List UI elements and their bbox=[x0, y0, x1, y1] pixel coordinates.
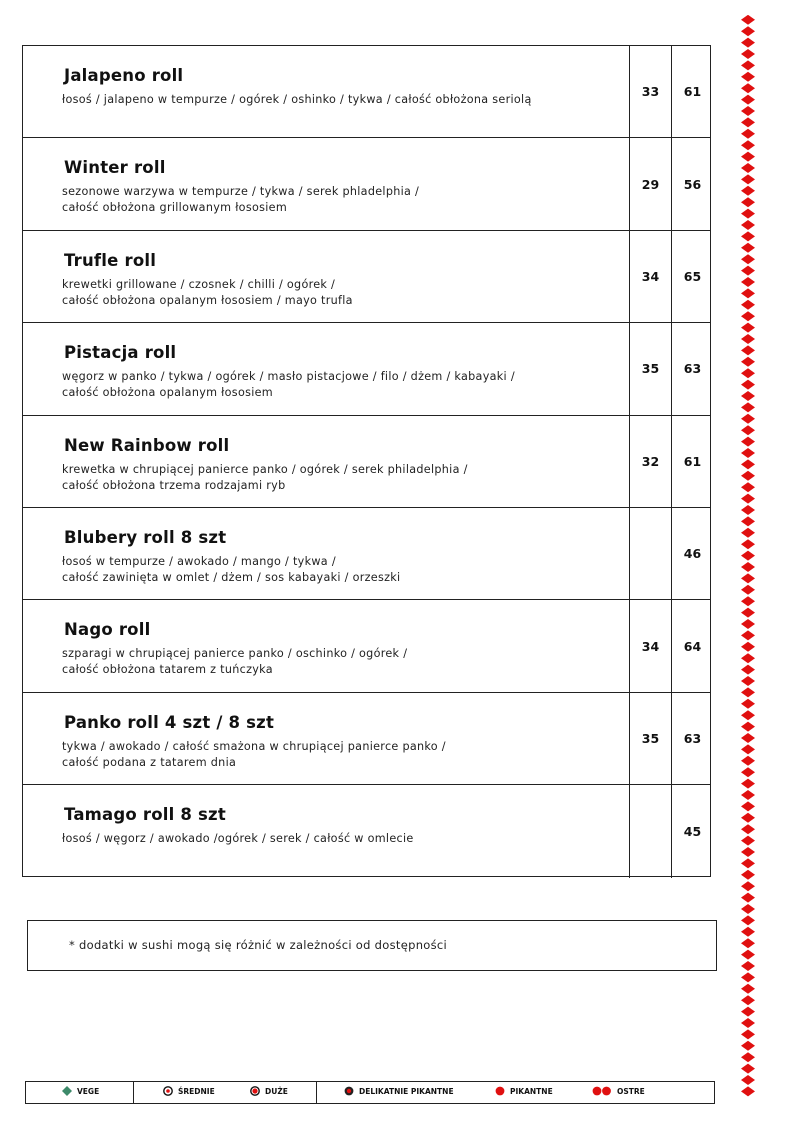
menu-table bbox=[22, 45, 711, 877]
border-diamond-icon bbox=[741, 551, 755, 561]
border-diamond-icon bbox=[741, 254, 755, 264]
legend-ostre bbox=[592, 1086, 645, 1096]
price-small: 29 bbox=[629, 138, 671, 229]
border-diamond-icon bbox=[741, 152, 755, 162]
border-diamond-icon bbox=[741, 733, 755, 743]
legend-duze bbox=[250, 1086, 288, 1096]
legend-label: OSTRE bbox=[617, 1086, 645, 1096]
border-diamond-icon bbox=[741, 893, 755, 903]
medium-size-icon bbox=[163, 1086, 173, 1096]
border-diamond-icon bbox=[741, 494, 755, 504]
border-diamond-icon bbox=[741, 870, 755, 880]
border-diamond-icon bbox=[741, 323, 755, 333]
price-small: 33 bbox=[629, 46, 671, 137]
border-diamond-icon bbox=[741, 26, 755, 36]
border-diamond-icon bbox=[741, 186, 755, 196]
item-description: łosoś w tempurze / awokado / mango / tykwa / całość zawinięta w omlet / dżem / sos kabayaki / orzeszki bbox=[62, 555, 401, 584]
price-large: 64 bbox=[671, 600, 713, 691]
border-diamond-icon bbox=[741, 15, 755, 25]
border-diamond-icon bbox=[741, 904, 755, 914]
border-diamond-icon bbox=[741, 528, 755, 538]
item-description: węgorz w panko / tykwa / ogórek / masło pistacjowe / filo / dżem / kabayaki / całość obłożona opalanym łososiem bbox=[62, 370, 515, 400]
item-name: Blubery roll 8 szt bbox=[64, 528, 227, 547]
price-large: 56 bbox=[671, 138, 713, 229]
mild-spicy-icon bbox=[344, 1086, 354, 1096]
border-diamond-icon bbox=[741, 790, 755, 800]
border-diamond-icon bbox=[741, 471, 755, 481]
border-diamond-icon bbox=[741, 836, 755, 846]
border-diamond-icon bbox=[741, 140, 755, 150]
border-diamond-icon bbox=[741, 60, 755, 70]
menu-row-jalapeno-roll bbox=[23, 46, 710, 138]
border-diamond-icon bbox=[741, 573, 755, 583]
border-diamond-icon bbox=[741, 266, 755, 276]
item-name: Trufle roll bbox=[64, 250, 157, 270]
border-diamond-icon bbox=[741, 220, 755, 230]
border-diamond-icon bbox=[741, 38, 755, 48]
legend-divider bbox=[133, 1082, 134, 1103]
border-diamond-icon bbox=[741, 779, 755, 789]
border-diamond-icon bbox=[741, 881, 755, 891]
price-large: 63 bbox=[671, 693, 713, 784]
border-diamond-icon bbox=[741, 950, 755, 960]
item-description: łosoś / węgorz / awokado /ogórek / serek / całość w omlecie bbox=[62, 832, 414, 846]
border-diamond-icon bbox=[741, 710, 755, 720]
border-diamond-icon bbox=[741, 231, 755, 241]
border-diamond-icon bbox=[741, 300, 755, 310]
border-diamond-icon bbox=[741, 72, 755, 82]
border-diamond-icon bbox=[741, 357, 755, 367]
legend-bar bbox=[25, 1081, 715, 1104]
border-diamond-icon bbox=[741, 516, 755, 526]
border-diamond-icon bbox=[741, 984, 755, 994]
legend-label: ŚREDNIE bbox=[178, 1086, 215, 1096]
border-diamond-icon bbox=[741, 380, 755, 390]
border-diamond-icon bbox=[741, 1052, 755, 1062]
price-small: 34 bbox=[629, 600, 671, 691]
item-description: tykwa / awokado / całość smażona w chrupiącej panierce panko / całość podana z tatarem dnia bbox=[62, 739, 446, 769]
border-diamond-icon bbox=[741, 596, 755, 606]
legend-delikatnie-pikantne bbox=[344, 1086, 454, 1096]
border-diamond-icon bbox=[741, 585, 755, 595]
price-small: 35 bbox=[629, 323, 671, 414]
border-diamond-icon bbox=[741, 83, 755, 93]
border-diamond-icon bbox=[741, 858, 755, 868]
border-diamond-icon bbox=[741, 1075, 755, 1085]
border-diamond-icon bbox=[741, 345, 755, 355]
border-diamond-icon bbox=[741, 459, 755, 469]
price-large: 63 bbox=[671, 323, 713, 414]
spicy-icon bbox=[495, 1086, 505, 1096]
border-diamond-icon bbox=[741, 847, 755, 857]
large-size-icon bbox=[250, 1086, 260, 1096]
border-diamond-icon bbox=[741, 653, 755, 663]
border-diamond-icon bbox=[741, 1041, 755, 1051]
border-diamond-icon bbox=[741, 744, 755, 754]
price-large: 46 bbox=[671, 508, 713, 599]
border-diamond-icon bbox=[741, 117, 755, 127]
price-large: 65 bbox=[671, 231, 713, 322]
menu-row-trufle-roll bbox=[23, 231, 710, 323]
border-diamond-icon bbox=[741, 437, 755, 447]
legend-srednie bbox=[163, 1086, 215, 1096]
item-description: łosoś / jalapeno w tempurze / ogórek / oshinko / tykwa / całość obłożona seriolą bbox=[62, 93, 532, 106]
border-diamond-icon bbox=[741, 197, 755, 207]
price-small bbox=[629, 785, 671, 877]
border-diamond-icon bbox=[741, 562, 755, 572]
border-diamond-icon bbox=[741, 448, 755, 458]
vege-diamond-icon bbox=[62, 1086, 72, 1096]
price-large: 45 bbox=[671, 785, 713, 877]
border-diamond-icon bbox=[741, 174, 755, 184]
border-diamond-icon bbox=[741, 106, 755, 116]
legend-label: DUŻE bbox=[265, 1086, 288, 1096]
item-name: Winter roll bbox=[64, 158, 166, 178]
border-diamond-icon bbox=[741, 801, 755, 811]
item-description: krewetka w chrupiącej panierce panko / ogórek / serek philadelphia / całość obłożona trzema rodzajami ryb bbox=[62, 462, 468, 492]
border-diamond-icon bbox=[741, 402, 755, 412]
border-diamond-icon bbox=[741, 95, 755, 105]
border-diamond-icon bbox=[741, 482, 755, 492]
item-name: Tamago roll 8 szt bbox=[64, 805, 226, 825]
border-diamond-icon bbox=[741, 277, 755, 287]
availability-note: * dodatki w sushi mogą się różnić w zależności od dostępności bbox=[69, 938, 448, 952]
border-diamond-icon bbox=[741, 1007, 755, 1017]
border-diamond-icon bbox=[741, 539, 755, 549]
item-description: szparagi w chrupiącej panierce panko / oschinko / ogórek / całość obłożona tatarem z tuńczyka bbox=[62, 647, 408, 677]
legend-label: PIKANTNE bbox=[510, 1086, 553, 1096]
legend-pikantne bbox=[495, 1086, 553, 1096]
item-name: New Rainbow roll bbox=[64, 435, 230, 455]
price-large: 61 bbox=[671, 416, 713, 507]
border-diamond-icon bbox=[741, 505, 755, 515]
border-diamond-icon bbox=[741, 824, 755, 834]
price-small: 35 bbox=[629, 693, 671, 784]
menu-row-winter-roll bbox=[23, 138, 710, 230]
border-diamond-icon bbox=[741, 972, 755, 982]
menu-row-blubery-roll bbox=[23, 508, 710, 600]
item-description: sezonowe warzywa w tempurze / tykwa / serek phladelphia / całość obłożona grillowanym łososiem bbox=[62, 185, 420, 215]
legend-label: DELIKATNIE PIKANTNE bbox=[359, 1086, 454, 1096]
menu-row-pistacja-roll bbox=[23, 323, 710, 415]
border-diamond-icon bbox=[741, 425, 755, 435]
border-diamond-icon bbox=[741, 414, 755, 424]
border-diamond-icon bbox=[741, 722, 755, 732]
border-diamond-icon bbox=[741, 1086, 755, 1096]
border-diamond-icon bbox=[741, 163, 755, 173]
border-diamond-icon bbox=[741, 915, 755, 925]
border-diamond-icon bbox=[741, 927, 755, 937]
border-diamond-icon bbox=[741, 608, 755, 618]
border-diamond-icon bbox=[741, 129, 755, 139]
availability-note-box bbox=[27, 920, 717, 971]
price-large: 61 bbox=[671, 46, 713, 137]
price-small: 34 bbox=[629, 231, 671, 322]
border-diamond-icon bbox=[741, 665, 755, 675]
border-diamond-icon bbox=[741, 619, 755, 629]
menu-row-nago-roll bbox=[23, 600, 710, 692]
border-diamond-icon bbox=[741, 995, 755, 1005]
border-diamond-icon bbox=[741, 938, 755, 948]
decorative-diamond-border bbox=[739, 15, 757, 1111]
border-diamond-icon bbox=[741, 642, 755, 652]
item-name: Jalapeno roll bbox=[64, 66, 184, 85]
border-diamond-icon bbox=[741, 630, 755, 640]
border-diamond-icon bbox=[741, 756, 755, 766]
legend-vege bbox=[62, 1086, 99, 1096]
border-diamond-icon bbox=[741, 288, 755, 298]
item-name: Nago roll bbox=[64, 620, 151, 640]
border-diamond-icon bbox=[741, 311, 755, 321]
border-diamond-icon bbox=[741, 243, 755, 253]
border-diamond-icon bbox=[741, 1018, 755, 1028]
border-diamond-icon bbox=[741, 699, 755, 709]
price-small bbox=[629, 508, 671, 599]
border-diamond-icon bbox=[741, 49, 755, 59]
border-diamond-icon bbox=[741, 676, 755, 686]
border-diamond-icon bbox=[741, 687, 755, 697]
border-diamond-icon bbox=[741, 813, 755, 823]
item-name: Panko roll 4 szt / 8 szt bbox=[64, 712, 275, 732]
menu-row-new-rainbow-roll bbox=[23, 416, 710, 508]
price-small: 32 bbox=[629, 416, 671, 507]
item-name: Pistacja roll bbox=[64, 343, 177, 363]
menu-row-tamago-roll bbox=[23, 785, 710, 877]
legend-label: VEGE bbox=[77, 1086, 100, 1096]
border-diamond-icon bbox=[741, 368, 755, 378]
border-diamond-icon bbox=[741, 1029, 755, 1039]
menu-row-panko-roll bbox=[23, 693, 710, 785]
border-diamond-icon bbox=[741, 334, 755, 344]
legend-divider bbox=[316, 1082, 317, 1103]
item-description: krewetki grillowane / czosnek / chilli / ogórek / całość obłożona opalanym łososiem / mayo trufla bbox=[62, 277, 353, 307]
hot-spicy-icon bbox=[592, 1086, 612, 1096]
border-diamond-icon bbox=[741, 1064, 755, 1074]
border-diamond-icon bbox=[741, 391, 755, 401]
border-diamond-icon bbox=[741, 767, 755, 777]
border-diamond-icon bbox=[741, 209, 755, 219]
border-diamond-icon bbox=[741, 961, 755, 971]
